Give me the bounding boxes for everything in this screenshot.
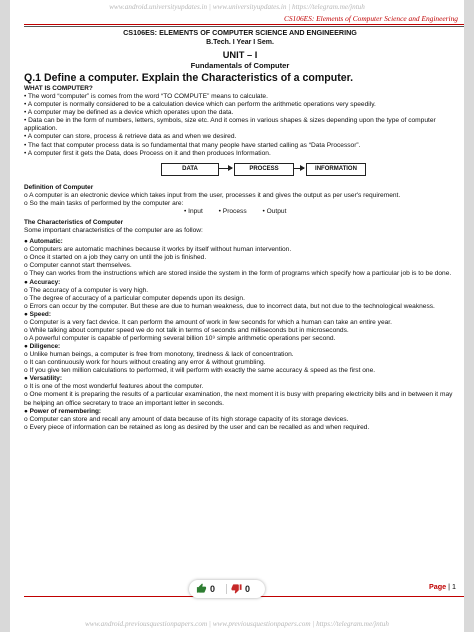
function-list — [24, 208, 456, 216]
section-point: o It is one of the most wonderful features about the computer. — [24, 383, 204, 391]
unit-title: Fundamentals of Computer — [190, 61, 290, 70]
diagram-information-box: INFORMATION — [306, 163, 366, 176]
section-point: o Errors can occur by the computer. But these are due to human weakness, due to incorrect data, but not due to the technological weakness. — [24, 302, 435, 310]
vote-widget — [189, 580, 265, 598]
document-body — [24, 28, 456, 432]
list-item: • A computer can store, process & retrieve data as and when we desired. — [24, 133, 237, 141]
characteristics-heading: The Characteristics of Computer — [24, 219, 124, 227]
diagram-arrow — [293, 168, 304, 169]
thumbs-down-icon — [231, 583, 242, 594]
document-header: CS106ES: Elements of Computer Science and Engineering — [283, 14, 458, 23]
vote-divider — [226, 584, 227, 594]
section-point: o Computer is a very fact device. It can perform the amount of work in few seconds for which a human can take an entire year. — [24, 318, 392, 326]
question-heading: Q.1 Define a computer. Explain the Characteristics of a computer. — [24, 72, 354, 84]
function-item: • Process — [218, 207, 247, 215]
what-heading: WHAT IS COMPUTER? — [24, 85, 93, 92]
upvote-button[interactable] — [196, 583, 215, 594]
list-item: • The word “computer” is comes from the word “TO COMPUTE” means to calculate. — [24, 93, 268, 100]
section-point: o Computer can store and recall any amount of data because of its high storage capacity of its storage devices. — [24, 415, 349, 423]
section-point: o Computers are automatic machines because it works by itself without human intervention. — [24, 246, 292, 254]
downvote-button[interactable] — [231, 583, 250, 594]
section-heading: ● Versatility: — [24, 375, 62, 383]
list-item: • A computer first it gets the Data, does Process on it and then produces Information. — [24, 149, 271, 157]
definition-heading: Definition of Computer — [24, 183, 94, 191]
list-item: • A computer may be defined as a device which operates upon the data. — [24, 109, 234, 117]
page-label: Page — [428, 582, 447, 591]
course-year: B.Tech. I Year I Sem. — [206, 39, 274, 46]
what-list — [24, 93, 456, 158]
section-point: o A powerful computer is capable of performing several billion 10⁹ simple arithmetic operations per second. — [24, 334, 336, 342]
list-item: • The fact that computer process data is so fundamental that many people have started calling as “Data Processor”. — [24, 141, 361, 149]
section-heading: ● Speed: — [24, 310, 51, 318]
section-point: o The degree of accuracy of a particular computer depends upon its design. — [24, 294, 245, 302]
downvote-count: 0 — [245, 583, 251, 594]
section-heading: ● Diligence: — [24, 343, 61, 351]
data-process-diagram — [24, 161, 456, 179]
section-point: o They can works from the instructions which are stored inside the system in the form of programs which specify how a particular job is to be done. — [24, 270, 452, 278]
section-point: o While talking about computer speed we do not talk in terms of seconds and milliseconds but in microseconds. — [24, 326, 349, 334]
thumbs-up-icon — [196, 583, 207, 594]
list-item: • Data can be in the form of numbers, letters, symbols, size etc. And it comes in various shapes & sizes depending upon the type of computer application. — [24, 117, 436, 133]
header-rule — [24, 24, 464, 25]
section-point: o Unlike human beings, a computer is free from monotony, tiredness & lack of concentration. — [24, 351, 294, 359]
course-title: CS106ES: ELEMENTS OF COMPUTER SCIENCE AND ENGINEERING — [123, 28, 357, 37]
list-item: o A computer is an electronic device which takes input from the user, processes it and gives the output as per user's requirement. — [24, 191, 401, 199]
definition-list — [24, 192, 456, 208]
diagram-process-box: PROCESS — [234, 163, 294, 176]
section-heading: ● Power of remembering: — [24, 407, 102, 415]
section-point: o The accuracy of a computer is very high. — [24, 286, 149, 294]
list-item: • A computer is normally considered to be a calculation device which can perform the arithmetic operations very speedily. — [24, 101, 376, 109]
watermark-top: www.android.universityupdates.in | www.universityupdates.in | https://telegram.me/jntuh — [109, 3, 365, 11]
section-point: o It can continuously work for hours without creating any error & without grumbling. — [24, 359, 266, 367]
upvote-count: 0 — [210, 583, 216, 594]
section-point: o Every piece of information can be retained as long as desired by the user and can be recalled as and when required. — [24, 423, 370, 431]
characteristics-intro: Some important characteristics of the computer are as follow: — [24, 227, 203, 235]
section-point: o Computer cannot start themselves. — [24, 262, 132, 270]
document-page — [10, 0, 464, 632]
function-item: • Input — [184, 207, 203, 215]
section-heading: ● Accuracy: — [24, 278, 61, 286]
function-item: • Output — [262, 207, 287, 215]
watermark-bottom: www.android.previousquestionpapers.com | www.previousquestionpapers.com | https://telegram.me/jntuh — [85, 620, 389, 628]
unit-label: UNIT – I — [222, 50, 258, 60]
list-item: o So the main tasks of performed by the computer are: — [24, 199, 184, 207]
characteristics-sections — [24, 238, 456, 432]
diagram-data-box: DATA — [161, 163, 219, 176]
page-number — [429, 582, 456, 591]
section-point: o One moment it is preparing the results of a particular examination, the next moment it is busy with preparing electricity bills and in between it may be helping an office secretary to trace an important letter in seconds. — [24, 391, 453, 407]
section-heading: ● Automatic: — [24, 238, 63, 246]
diagram-arrow — [218, 168, 232, 169]
section-point: o If you give ten million calculations to performed, it will perform with exactly the same accuracy & speed as the first one. — [24, 367, 376, 375]
page-value: | 1 — [448, 582, 456, 591]
header-rule-secondary — [24, 26, 464, 27]
section-point: o Once it started on a job they carry on until the job is finished. — [24, 254, 207, 262]
